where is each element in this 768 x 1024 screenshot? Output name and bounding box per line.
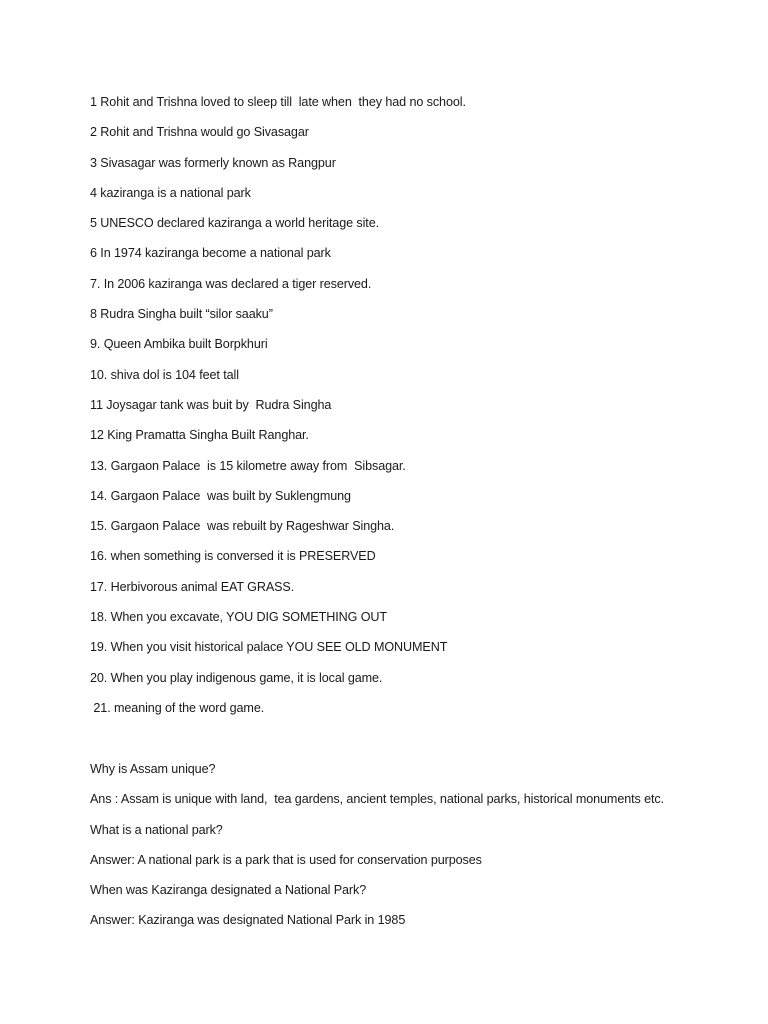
list-item: 19. When you visit historical palace YOU SEE OLD MONUMENT — [90, 640, 448, 655]
list-item: 10. shiva dol is 104 feet tall — [90, 367, 239, 382]
list-item: 3 Sivasagar was formerly known as Rangpur — [90, 155, 336, 170]
list-item: 8 Rudra Singha built “silor saaku” — [90, 307, 273, 322]
question-line: Why is Assam unique? — [90, 762, 216, 776]
list-item: 4 kaziranga is a national park — [90, 185, 251, 200]
list-item: 1 Rohit and Trishna loved to sleep till late when they had no school. — [90, 95, 466, 109]
question-line: When was Kaziranga designated a National Park? — [90, 883, 367, 898]
list-item: 9. Queen Ambika built Borpkhuri — [90, 337, 268, 352]
list-item: 5 UNESCO declared kaziranga a world heritage site. — [90, 216, 379, 231]
list-item: 20. When you play indigenous game, it is local game. — [90, 670, 383, 685]
answer-line: Answer: Kaziranga was designated National Park in 1985 — [90, 913, 406, 928]
list-item: 17. Herbivorous animal EAT GRASS. — [90, 579, 295, 594]
list-item: 18. When you excavate, YOU DIG SOMETHING OUT — [90, 610, 388, 625]
list-item: 11 Joysagar tank was buit by Rudra Singha — [90, 397, 332, 412]
list-item: 21. meaning of the word game. — [90, 700, 265, 715]
list-item: 6 In 1974 kaziranga become a national park — [90, 246, 331, 261]
answer-line: Ans : Assam is unique with land, tea gardens, ancient temples, national parks, historical monuments etc. — [90, 792, 665, 807]
question-answer-section — [90, 761, 750, 943]
question-line: What is a national park? — [90, 822, 223, 837]
list-item: 13. Gargaon Palace is 15 kilometre away from Sibsagar. — [90, 458, 406, 473]
list-item: 14. Gargaon Palace was built by Suklengmung — [90, 488, 351, 503]
list-item: 15. Gargaon Palace was rebuilt by Rageshwar Singha. — [90, 519, 395, 534]
list-item: 16. when something is conversed it is PRESERVED — [90, 549, 376, 564]
list-item: 2 Rohit and Trishna would go Sivasagar — [90, 125, 309, 140]
list-item: 7. In 2006 kaziranga was declared a tiger reserved. — [90, 276, 372, 291]
answer-line: Answer: A national park is a park that is used for conservation purposes — [90, 852, 482, 867]
statement-list — [90, 94, 750, 730]
list-item: 12 King Pramatta Singha Built Ranghar. — [90, 428, 309, 443]
